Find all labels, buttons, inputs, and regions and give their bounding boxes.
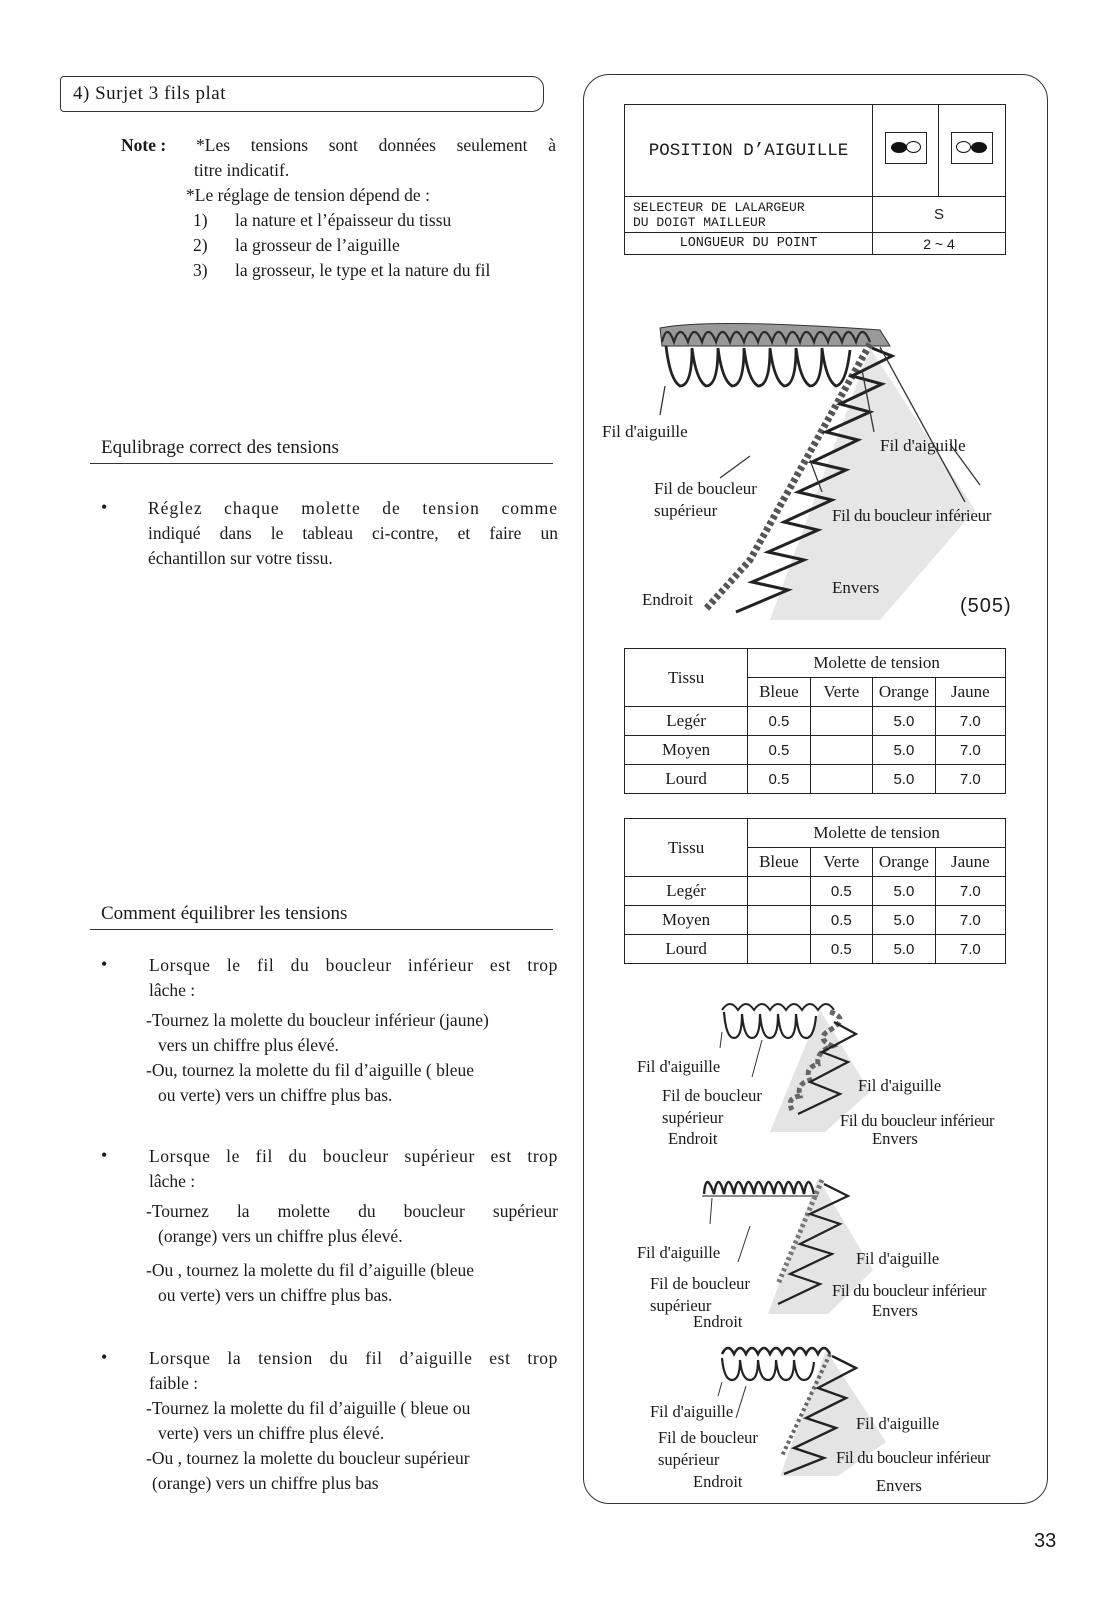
- table-cell: 0.5: [810, 877, 872, 906]
- table-cell: 5.0: [873, 736, 936, 765]
- table-row: [625, 935, 1006, 964]
- howto-2-sub2-1: -Ou , tournez la molette du fil d’aiguille (bleue: [146, 1260, 475, 1280]
- table-cell: 0.5: [810, 906, 872, 935]
- balance-heading: Equlibrage correct des tensions: [101, 437, 339, 458]
- balance-rule: [90, 463, 553, 464]
- table-cell: 5.0: [873, 877, 936, 906]
- note-line-2: *Le réglage de tension dépend de :: [186, 185, 430, 205]
- tension-table-2: [624, 818, 1006, 964]
- howto-2-lead-2: lâche :: [149, 1171, 196, 1191]
- balance-bullet: •: [101, 497, 108, 517]
- tension-table-1: [624, 648, 1006, 794]
- table-cell: 7.0: [935, 707, 1005, 736]
- width-selector-label-1: SELECTEUR DE LALARGEUR: [633, 199, 805, 215]
- note-line-1a: *Les tensions sont données seulement à: [196, 135, 556, 155]
- howto-3-lead-1: Lorsque la tension du fil d’aiguille est trop: [149, 1348, 558, 1368]
- table-cell: [810, 765, 872, 794]
- needle-left-cell: [872, 105, 939, 197]
- table-cell: [810, 736, 872, 765]
- small-3-upper-label: [658, 1427, 758, 1471]
- howto-3-sub2-1: -Ou , tournez la molette du boucleur supérieur: [146, 1448, 470, 1468]
- howto-1-sub2-1: -Ou, tournez la molette du fil d’aiguille ( bleue: [146, 1060, 475, 1080]
- small-1-lower-label: Fil du boucleur inférieur: [840, 1111, 995, 1130]
- howto-1-lead-1: Lorsque le fil du boucleur inférieur est trop: [149, 955, 558, 975]
- upper-looper-loops: [666, 346, 850, 386]
- howto-2-bullet: •: [101, 1145, 108, 1165]
- howto-2-sub2-2: ou verte) vers un chiffre plus bas.: [158, 1285, 393, 1305]
- tension-table-1-tissu-header: Tissu: [625, 649, 748, 707]
- note-item-3: la grosseur, le type et la nature du fil: [235, 260, 491, 280]
- howto-1-sub1-1: -Tournez la molette du boucleur inférieur (jaune): [146, 1010, 489, 1030]
- note-item-num-2: 2): [193, 235, 208, 255]
- howto-1-lead-2: lâche :: [149, 980, 196, 1000]
- tension-table-1-row-1-tissu: Legér: [625, 707, 748, 736]
- table-cell: [748, 906, 810, 935]
- tension-table-2-col-verte: Verte: [810, 848, 872, 877]
- small-1-back-label: Envers: [872, 1129, 918, 1148]
- width-selector-label-2: DU DOIGT MAILLEUR: [633, 214, 766, 230]
- table-cell: 5.0: [873, 935, 936, 964]
- needle-right-cell: [939, 105, 1006, 197]
- table-cell: 7.0: [935, 935, 1005, 964]
- howto-1-sub1-2: vers un chiffre plus élevé.: [158, 1035, 339, 1055]
- table-cell: [748, 935, 810, 964]
- tension-table-1-col-orange: Orange: [873, 678, 936, 707]
- small-3-back-label: Envers: [876, 1476, 922, 1495]
- tension-table-2-col-orange: Orange: [873, 848, 936, 877]
- small-1-upper-label-2: supérieur: [662, 1108, 724, 1127]
- balance-line-2: indiqué dans le tableau ci-contre, et faire un: [148, 523, 558, 543]
- howto-3-lead-2: faible :: [149, 1373, 199, 1393]
- table-row: [625, 765, 1006, 794]
- small-3-lower-label: Fil du boucleur inférieur: [836, 1448, 991, 1467]
- stitch-diagram-main: [600, 320, 1020, 620]
- tension-table-2-row-2-tissu: Moyen: [625, 906, 748, 935]
- page-number: 33: [1034, 1530, 1057, 1552]
- note-item-1: la nature et l’épaisseur du tissu: [235, 210, 452, 230]
- tension-table-1-row-2-tissu: Moyen: [625, 736, 748, 765]
- small-3-upper-label-2: supérieur: [658, 1450, 720, 1469]
- howto-3-sub2-2: (orange) vers un chiffre plus bas: [152, 1473, 379, 1493]
- table-cell: [748, 877, 810, 906]
- table-row: [625, 736, 1006, 765]
- howto-2-lead-1: Lorsque le fil du boucleur supérieur est trop: [149, 1146, 558, 1166]
- stitch-length-value: 2 ~ 4: [872, 233, 1005, 255]
- table-row: [625, 877, 1006, 906]
- table-cell: 5.0: [873, 765, 936, 794]
- small-3-front-label: Endroit: [693, 1472, 743, 1491]
- table-cell: 7.0: [935, 765, 1005, 794]
- table-cell: 7.0: [935, 877, 1005, 906]
- tension-table-1-col-jaune: Jaune: [935, 678, 1005, 707]
- small-3-needle-label: Fil d'aiguille: [650, 1402, 734, 1421]
- small-1-needle2-label: Fil d'aiguille: [858, 1076, 942, 1095]
- howto-3-bullet: •: [101, 1347, 108, 1367]
- small-2-upper-label-2: supérieur: [650, 1296, 712, 1315]
- main-front-label: Endroit: [642, 590, 693, 609]
- main-lower-looper-label: Fil du boucleur inférieur: [832, 506, 992, 525]
- small-2-upper-label-1: Fil de boucleur: [650, 1274, 750, 1293]
- small-1-upper-label: [662, 1085, 762, 1129]
- main-upper-looper-label: [654, 478, 757, 522]
- section-title-box: [60, 76, 544, 112]
- width-selector-value: S: [872, 197, 1005, 233]
- small-2-back-label: Envers: [872, 1301, 918, 1320]
- small-1-upper-label-1: Fil de boucleur: [662, 1086, 762, 1105]
- tension-table-2-tissu-header: Tissu: [625, 819, 748, 877]
- small-2-needle2-label: Fil d'aiguille: [856, 1249, 940, 1268]
- howto-3-sub1-1: -Tournez la molette du fil d’aiguille ( bleue ou: [146, 1398, 471, 1418]
- position-table: [624, 104, 1006, 255]
- main-needle-right-label: Fil d'aiguille: [880, 436, 966, 455]
- table-cell: [810, 707, 872, 736]
- howto-2-sub1-2: (orange) vers un chiffre plus élevé.: [158, 1226, 403, 1246]
- small-2-front-label: Endroit: [693, 1312, 743, 1331]
- small-3-upper-label-1: Fil de boucleur: [658, 1428, 758, 1447]
- table-cell: 5.0: [873, 906, 936, 935]
- howto-rule: [90, 929, 553, 930]
- stitch-length-label: LONGUEUR DU POINT: [625, 233, 873, 255]
- needle-left-icon: [885, 132, 927, 164]
- tension-table-1-col-verte: Verte: [810, 678, 872, 707]
- width-selector-label: [625, 197, 873, 233]
- howto-3-sub1-2: verte) vers un chiffre plus élevé.: [158, 1423, 385, 1443]
- table-cell: 0.5: [748, 707, 810, 736]
- tension-table-2-row-3-tissu: Lourd: [625, 935, 748, 964]
- main-upper-looper-label-1: Fil de boucleur: [654, 479, 757, 498]
- tension-table-2-col-bleue: Bleue: [748, 848, 810, 877]
- small-1-front-label: Endroit: [668, 1129, 718, 1148]
- howto-heading: Comment équilibrer les tensions: [101, 903, 348, 924]
- table-cell: 0.5: [748, 736, 810, 765]
- table-row: [625, 906, 1006, 935]
- table-cell: 0.5: [748, 765, 810, 794]
- table-cell: 0.5: [810, 935, 872, 964]
- needle-right-icon: [951, 132, 993, 164]
- note-label: Note :: [121, 135, 167, 155]
- note-line-1b: titre indicatif.: [194, 160, 290, 180]
- stitch-code: (505): [960, 595, 1012, 617]
- table-cell: 7.0: [935, 906, 1005, 935]
- note-item-2: la grosseur de l’aiguille: [235, 235, 400, 255]
- tension-table-1-group-header: Molette de tension: [748, 649, 1006, 678]
- main-upper-looper-label-2: supérieur: [654, 501, 718, 520]
- tension-table-2-group-header: Molette de tension: [748, 819, 1006, 848]
- howto-2-sub1-1: -Tournez la molette du boucleur supérieur: [146, 1201, 558, 1221]
- tension-table-1-col-bleue: Bleue: [748, 678, 810, 707]
- position-title: POSITION D’AIGUILLE: [625, 105, 873, 197]
- small-1-needle-label: Fil d'aiguille: [637, 1057, 721, 1076]
- section-title: 4) Surjet 3 fils plat: [73, 83, 226, 104]
- main-back-label: Envers: [832, 578, 880, 597]
- note-item-num-1: 1): [193, 210, 208, 230]
- small-3-needle2-label: Fil d'aiguille: [856, 1414, 940, 1433]
- small-2-lower-label: Fil du boucleur inférieur: [832, 1281, 987, 1300]
- howto-1-bullet: •: [101, 954, 108, 974]
- balance-line-3: échantillon sur votre tissu.: [148, 548, 333, 568]
- note-item-num-3: 3): [193, 260, 208, 280]
- tension-table-1-row-3-tissu: Lourd: [625, 765, 748, 794]
- howto-1-sub2-2: ou verte) vers un chiffre plus bas.: [158, 1085, 393, 1105]
- table-row: [625, 707, 1006, 736]
- tension-table-2-col-jaune: Jaune: [935, 848, 1005, 877]
- tension-table-2-row-1-tissu: Legér: [625, 877, 748, 906]
- table-cell: 7.0: [935, 736, 1005, 765]
- main-needle-left-label: Fil d'aiguille: [602, 422, 688, 441]
- table-cell: 5.0: [873, 707, 936, 736]
- small-2-needle-label: Fil d'aiguille: [637, 1243, 721, 1262]
- balance-line-1: Réglez chaque molette de tension comme: [148, 498, 558, 518]
- small-2-upper-label: [650, 1273, 750, 1317]
